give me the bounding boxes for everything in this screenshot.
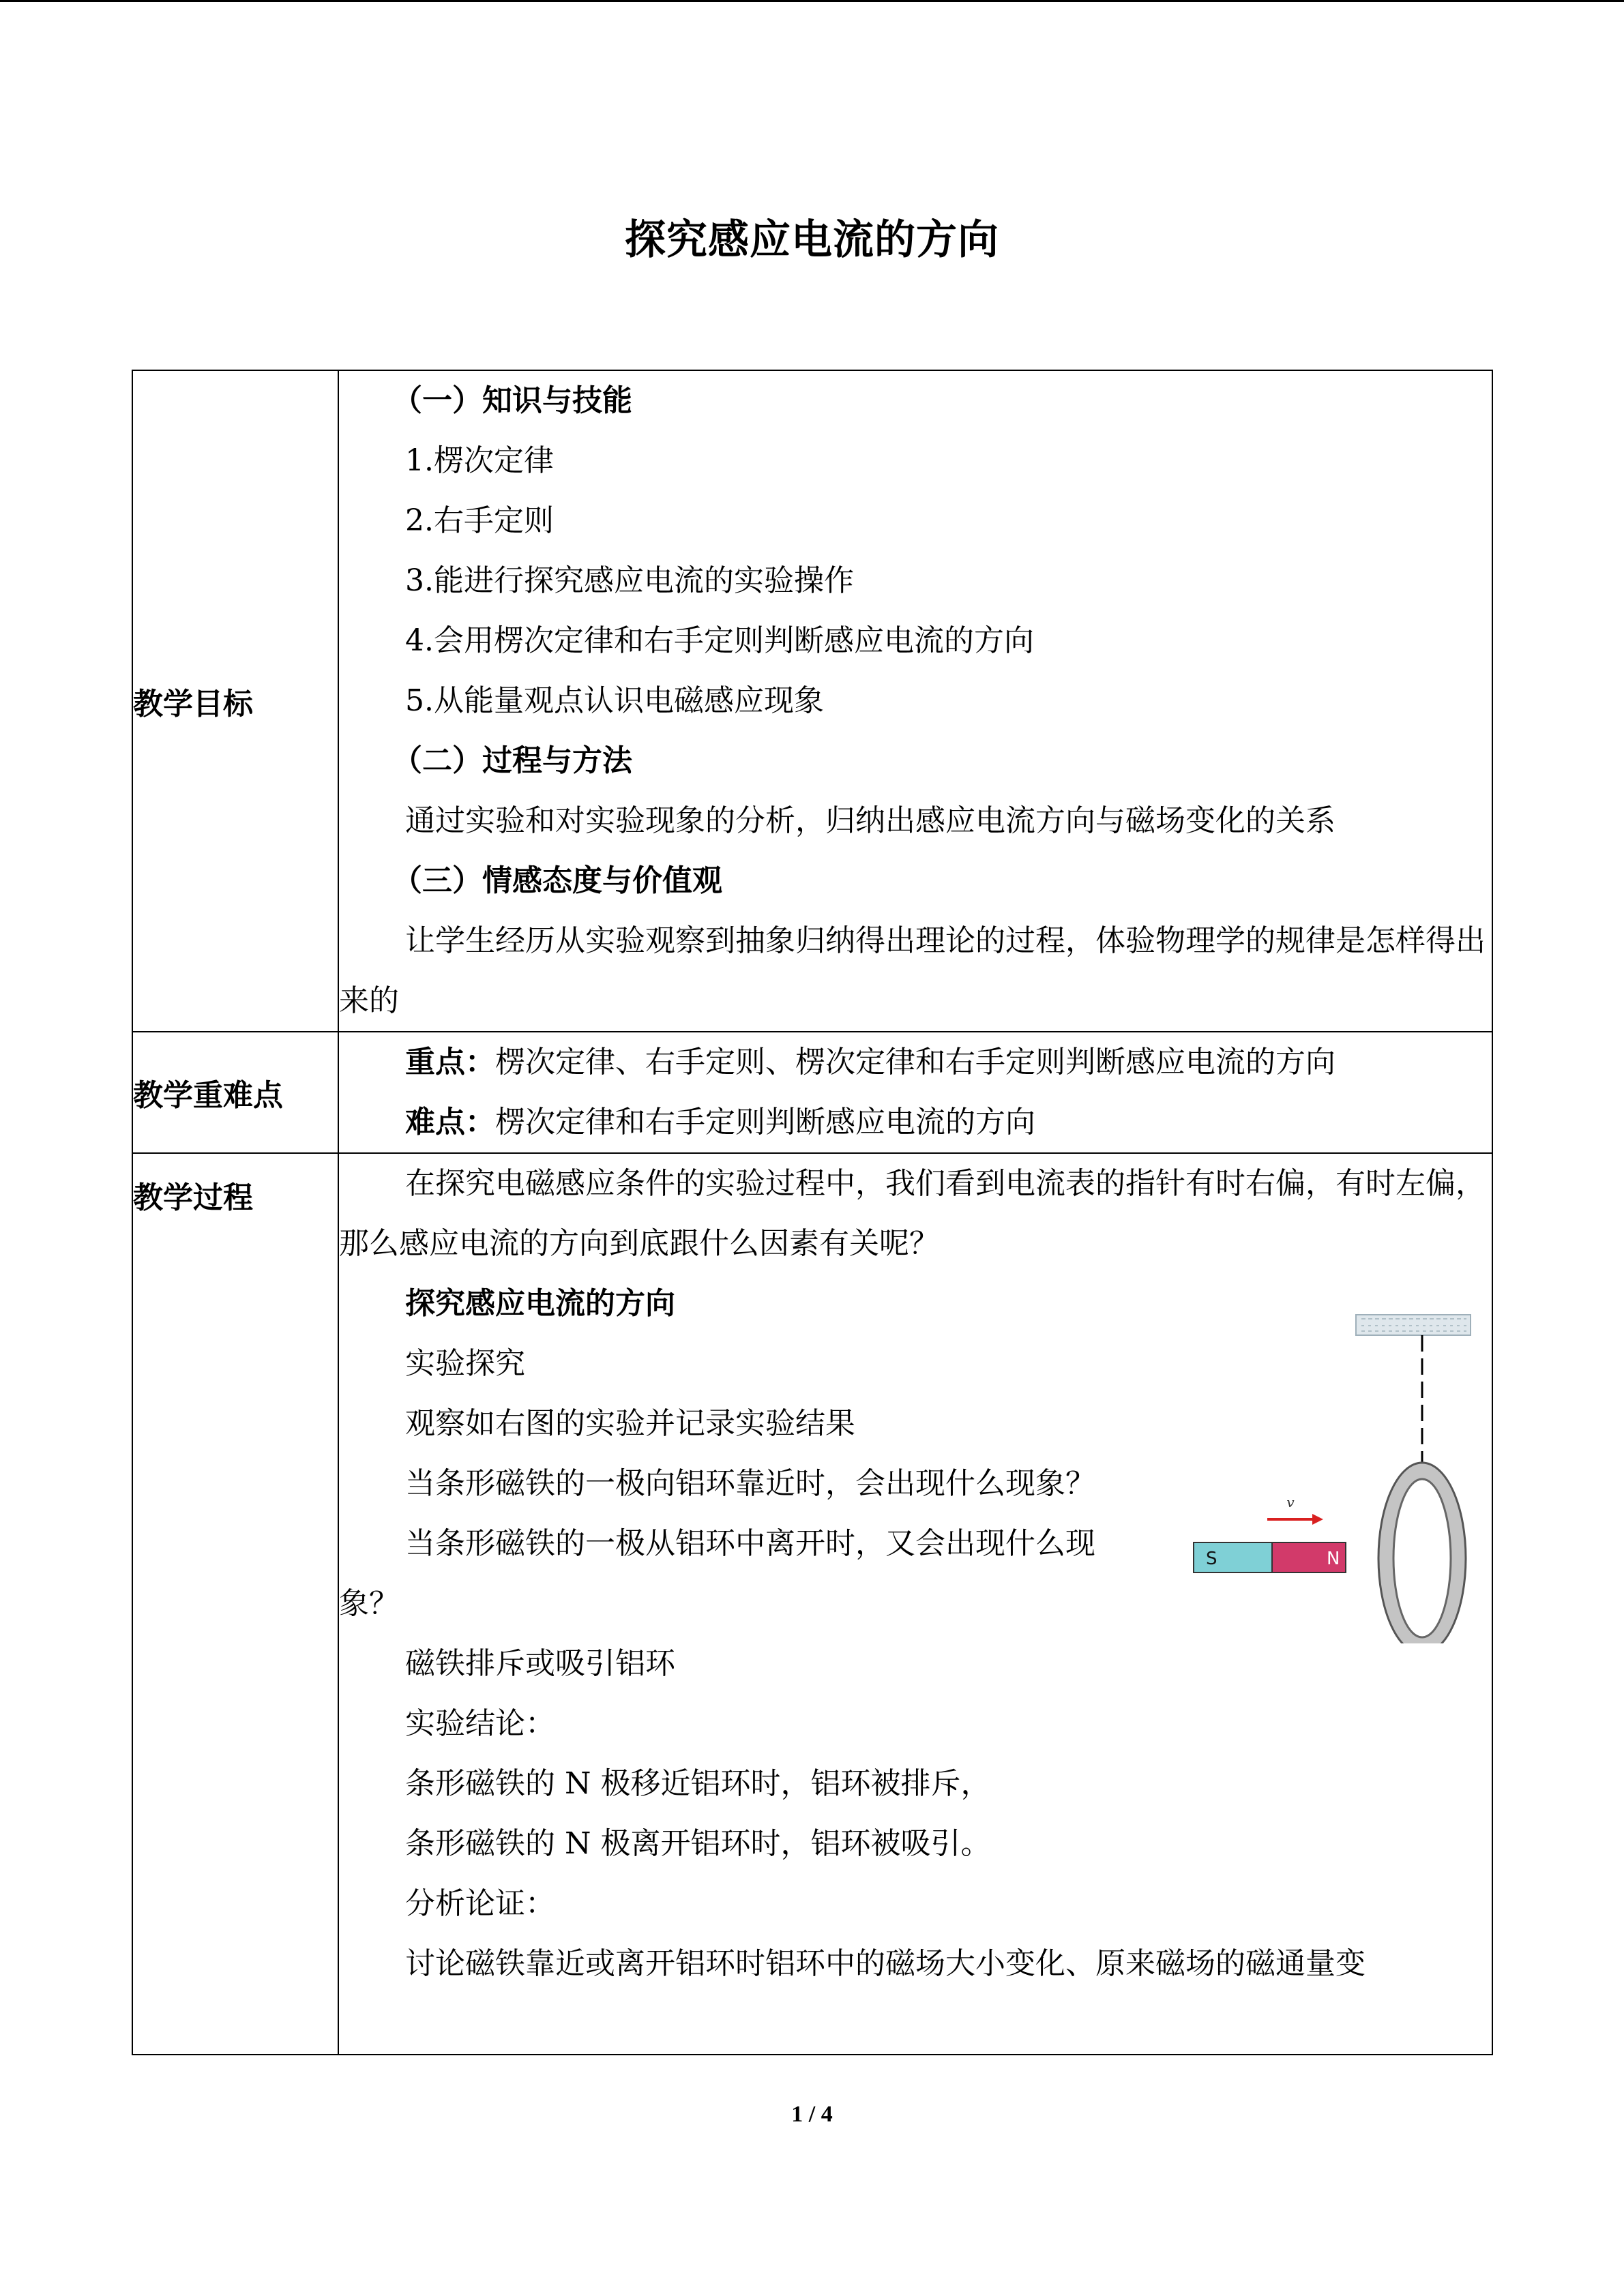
key-point-line bbox=[339, 1032, 1492, 1092]
bar-magnet bbox=[1194, 1542, 1346, 1572]
goal-item: 1.楞次定律 bbox=[405, 443, 554, 478]
ceiling-support bbox=[1356, 1315, 1471, 1335]
process-text: 讨论磁铁靠近或离开铝环时铝环中的磁场大小变化、原来磁场的磁通量变 bbox=[405, 1946, 1365, 1981]
key-text: 楞次定律、右手定则、楞次定律和右手定则判断感应电流的方向 bbox=[495, 1045, 1335, 1079]
key-points-content bbox=[338, 1032, 1492, 1153]
goals-heading-method: （二）过程与方法 bbox=[392, 743, 632, 778]
magnet-s-pole: S bbox=[1206, 1549, 1217, 1569]
aluminum-ring bbox=[1378, 1463, 1466, 1643]
table-row bbox=[132, 1032, 1492, 1153]
conclusion-line: 条形磁铁的 N 极移近铝环时，铝环被排斥， bbox=[405, 1766, 991, 1801]
process-question: 当条形磁铁的一极从铝环中离开时，又会出现什么现象？ bbox=[339, 1526, 1095, 1621]
process-text: 实验结论： bbox=[405, 1706, 555, 1741]
goals-content bbox=[338, 370, 1492, 1032]
top-border-line bbox=[0, 0, 1624, 2]
row-label-process: 教学过程 bbox=[132, 1153, 338, 2055]
page-title: 探究感应电流的方向 bbox=[625, 216, 999, 264]
process-subheading: 探究感应电流的方向 bbox=[405, 1286, 675, 1321]
process-question: 当条形磁铁的一极向铝环靠近时，会出现什么现象？ bbox=[405, 1466, 1095, 1501]
process-text: 实验探究 bbox=[405, 1346, 525, 1381]
magnet-n-pole: N bbox=[1327, 1549, 1340, 1569]
process-text: 分析论证： bbox=[405, 1886, 555, 1921]
goal-item: 4.会用楞次定律和右手定则判断感应电流的方向 bbox=[405, 623, 1034, 658]
process-text: 磁铁排斥或吸引铝环 bbox=[405, 1646, 675, 1681]
process-text: 观察如右图的实验并记录实验结果 bbox=[405, 1406, 855, 1441]
velocity-arrow bbox=[1267, 1494, 1323, 1525]
conclusion-line: 条形磁铁的 N 极离开铝环时，铝环被吸引。 bbox=[405, 1826, 991, 1861]
difficult-label: 难点： bbox=[405, 1105, 495, 1139]
difficult-point-line bbox=[339, 1092, 1492, 1152]
goal-item: 3.能进行探究感应电流的实验操作 bbox=[405, 563, 854, 598]
key-label: 重点： bbox=[405, 1045, 495, 1079]
row-label-goals: 教学目标 bbox=[132, 370, 338, 1032]
goals-heading-knowledge: （一）知识与技能 bbox=[392, 383, 632, 418]
experiment-figure bbox=[1187, 1302, 1480, 1643]
goal-item: 2.右手定则 bbox=[405, 503, 554, 538]
method-text: 通过实验和对实验现象的分析，归纳出感应电流方向与磁场变化的关系 bbox=[405, 803, 1335, 838]
lesson-plan-table bbox=[132, 370, 1493, 2055]
row-label-key-points: 教学重难点 bbox=[132, 1032, 338, 1153]
table-row bbox=[132, 370, 1492, 1032]
goal-item: 5.从能量观点认识电磁感应现象 bbox=[405, 683, 824, 718]
process-intro: 在探究电磁感应条件的实验过程中，我们看到电流表的指针有时右偏，有时左偏，那么感应电流的方向到底跟什么因素有关呢？ bbox=[339, 1166, 1486, 1261]
difficult-text: 楞次定律和右手定则判断感应电流的方向 bbox=[495, 1105, 1035, 1139]
attitude-text: 让学生经历从实验观察到抽象归纳得出理论的过程，体验物理学的规律是怎样得出来的 bbox=[339, 923, 1486, 1018]
goals-heading-attitude: （三）情感态度与价值观 bbox=[392, 863, 722, 898]
velocity-label: v bbox=[1286, 1494, 1295, 1510]
page-number: 1 / 4 bbox=[791, 2102, 833, 2127]
